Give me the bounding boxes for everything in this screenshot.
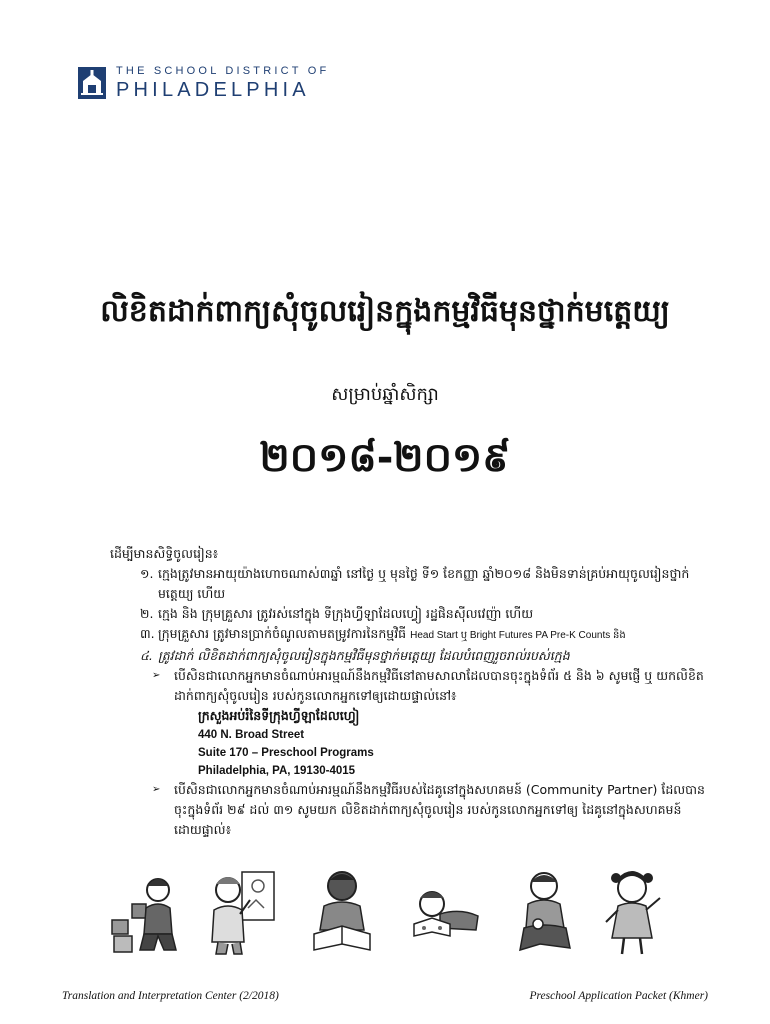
child-with-blocks-icon <box>110 864 182 956</box>
logo-line-1: THE SCHOOL DISTRICT OF <box>116 65 330 77</box>
eligibility-list <box>110 564 710 666</box>
item-text: ក្មេង និង ក្រុមគ្រួសារ ត្រូវរស់នៅក្នុង ទីក្រុងហ្វីឡាដែលហ្វៀ រដ្ឋផិនស៊ីលវេញ៉ា ហើយ <box>158 606 534 621</box>
child-lying-reading-icon <box>410 864 482 956</box>
footer-right: Preschool Application Packet (Khmer) <box>529 990 708 1002</box>
district-logo <box>78 66 329 100</box>
bullet-text: បើសិនជាលោកអ្នកមានចំណាប់អារម្មណ៍នឹងកម្មវិធីរបស់ដៃគូនៅក្នុងសហគមន៍ (Community Partner) ដែលបានចុះក្នុងទំព័រ ២៩ ដល់ ៣១ សូមយក លិខិតដាក់ពាក្យសុំចូលរៀន របស់កូនលោកអ្នកទៅឲ្យ ដៃគូនៅក្នុងសហគមន៍ ដោយផ្ទាល់៖ <box>174 782 705 837</box>
list-item <box>110 604 710 624</box>
item-text: ត្រូវដាក់ លិខិតដាក់ពាក្យសុំចូលរៀនក្នុងកម្មវិធីមុនថ្នាក់មត្តេយ្យ ដែលបំពេញរួចរាល់របស់ក្មេង <box>158 648 570 663</box>
children-illustrations <box>110 864 670 960</box>
bullet-text: បើសិនជាលោកអ្នកមានចំណាប់អារម្មណ៍នឹងកម្មវិធីនៅតាមសាលាដែលបានចុះក្នុងទំព័រ ៥ និង ៦ សូមផ្ញើ ឬ យកលិខិតដាក់ពាក្យសុំចូលរៀន របស់កូនលោកអ្នកទៅឲ្យដោយផ្ទាល់នៅ៖ <box>174 668 704 703</box>
child-painting-icon <box>206 864 278 956</box>
school-year: ២០១៨-២០១៩ <box>259 435 511 481</box>
list-item <box>110 646 710 666</box>
footer-left: Translation and Interpretation Center (2/2018) <box>62 990 279 1002</box>
logo-line-2: PHILADELPHIA <box>116 79 310 101</box>
item-text-latin: Head Start ឬ Bright Futures PA Pre-K Counts និង <box>410 630 626 641</box>
bullet-item <box>110 666 710 706</box>
document-title: លិខិតដាក់ពាក្យសុំចូលរៀនក្នុងកម្មវិធីមុនថ្នាក់មត្តេយ្យ <box>100 294 670 329</box>
eligibility-section <box>110 544 710 840</box>
arrow-bullet-icon: ➢ <box>152 784 161 795</box>
list-item <box>110 624 710 646</box>
building-icon <box>78 67 106 99</box>
document-subtitle: សម្រាប់ឆ្នាំសិក្សា <box>331 384 439 405</box>
child-reading-icon <box>306 864 378 956</box>
address-organization: ក្រសួងអប់រំនៃទីក្រុងហ្វីឡាដែលហ្វៀ <box>198 708 360 723</box>
item-text: ក្មេងត្រូវមានអាយុយ៉ាងហោចណាស់៣ឆ្នាំ នៅថ្ងៃ ឬ មុនថ្ងៃ ទី១ ខែកញ្ញា ឆ្នាំ២០១៨ និងមិនទាន់គ្រប់អាយុចូលរៀនថ្នាក់មត្តេយ្យ ហើយ <box>158 566 690 601</box>
address-line-3: Philadelphia, PA, 19130-4015 <box>198 765 356 777</box>
item-number: ១. <box>140 566 154 581</box>
eligibility-title: ដើម្បីមានសិទ្ធិចូលរៀន៖ <box>110 546 219 561</box>
mailing-address <box>110 706 710 780</box>
item-number: ២. <box>140 606 154 621</box>
item-number: ៣. <box>140 626 155 641</box>
arrow-bullet-icon: ➢ <box>152 670 161 681</box>
item-text <box>158 624 710 646</box>
bullet-item <box>110 780 710 840</box>
girl-waving-icon <box>596 864 668 956</box>
child-sitting-icon <box>510 864 582 956</box>
address-line-2: Suite 170 – Preschool Programs <box>198 747 374 759</box>
item-number: ៤. <box>140 648 153 663</box>
item-text-khmer: ក្រុមគ្រួសារ ត្រូវមានប្រាក់ចំណូលតាមតម្រូវការនៃកម្មវិធី <box>158 626 407 641</box>
address-line-1: 440 N. Broad Street <box>198 729 305 741</box>
list-item <box>110 564 710 604</box>
